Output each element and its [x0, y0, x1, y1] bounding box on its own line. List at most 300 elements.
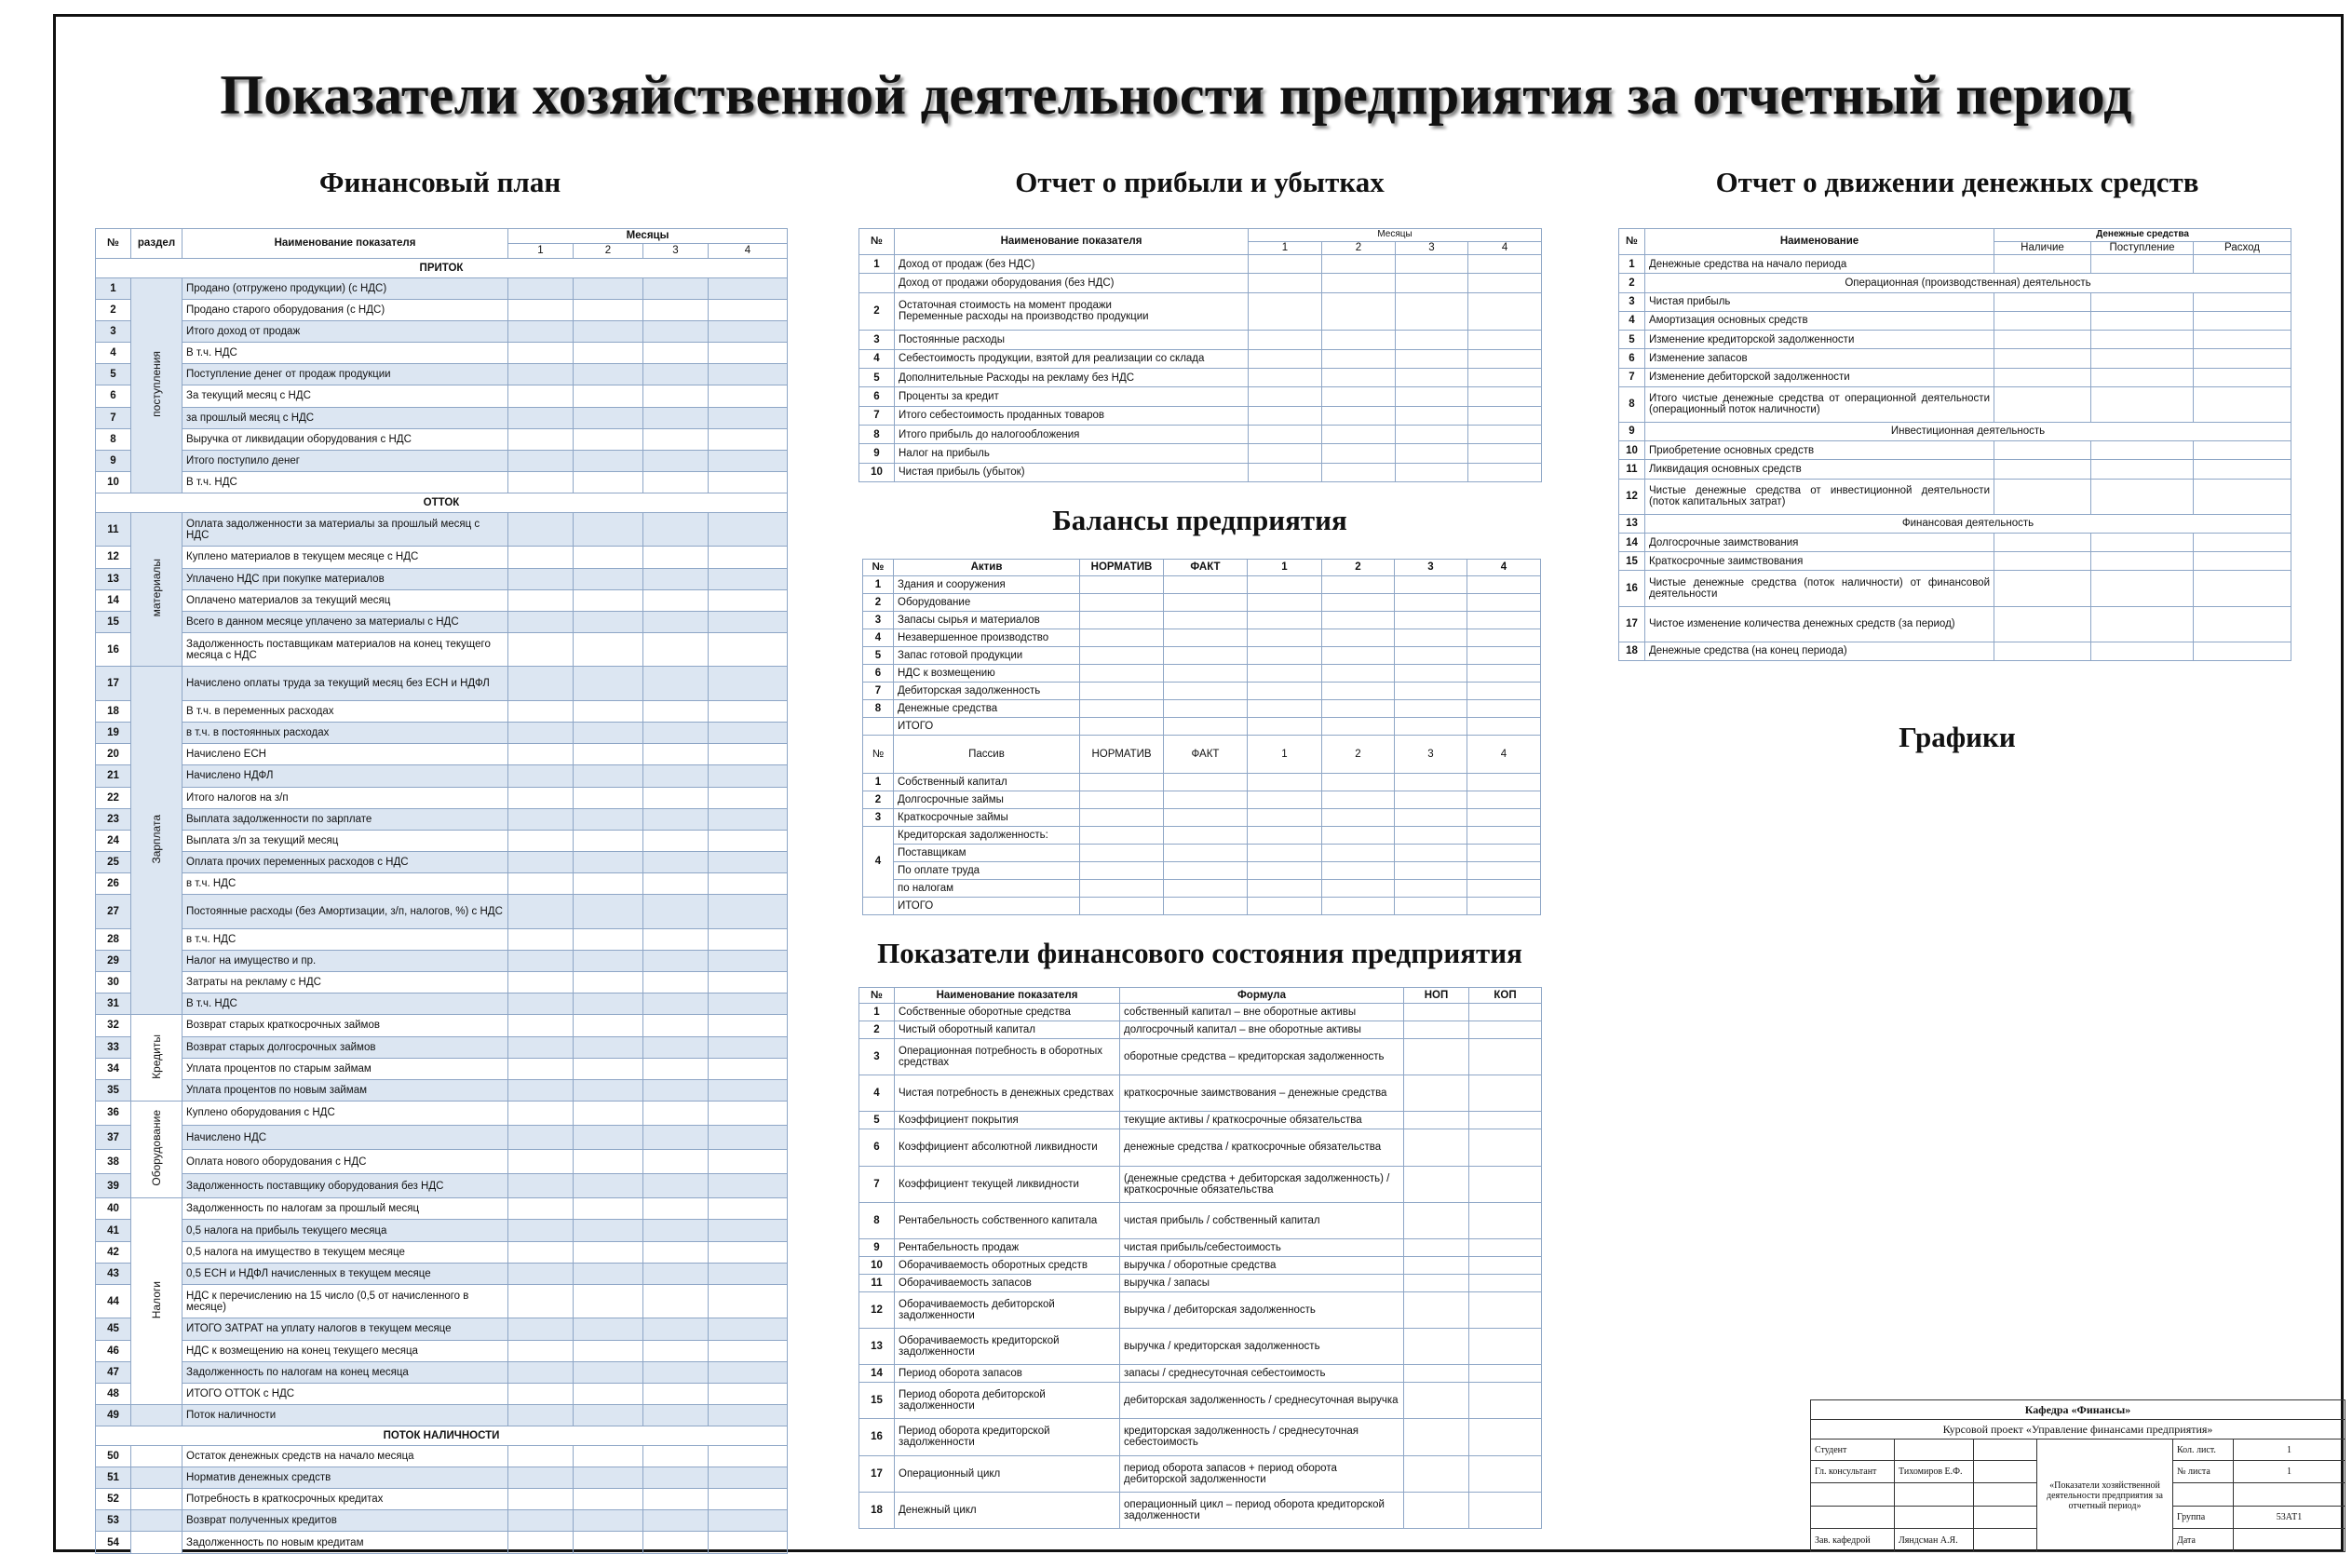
value-cell — [508, 385, 574, 407]
row-number: 25 — [96, 852, 131, 873]
value-cell — [709, 1241, 788, 1263]
row-label: Потребность в краткосрочных кредитах — [182, 1489, 508, 1510]
value-cell — [508, 632, 574, 667]
row-label: Запас готовой продукции — [894, 647, 1080, 665]
row-label: Итого чистые денежные средства от операционной деятельности (операционный поток наличности) — [1645, 386, 1994, 422]
pnl-row — [859, 406, 1542, 425]
value-cell — [1080, 791, 1164, 808]
row-label: Изменение запасов — [1645, 349, 1994, 368]
value-cell — [574, 895, 643, 929]
row-label: В т.ч. в переменных расходах — [182, 701, 508, 723]
value-cell — [1080, 861, 1164, 879]
row-label: Всего в данном месяце уплачено за материалы с НДС — [182, 611, 508, 632]
value-cell — [574, 928, 643, 950]
row-number: 42 — [96, 1241, 131, 1263]
row-label: Уплачено НДС при покупке материалов — [182, 568, 508, 589]
value-cell — [709, 701, 788, 723]
value-cell — [1080, 647, 1164, 665]
balance-liability-row — [863, 844, 1541, 861]
value-cell — [1994, 331, 2091, 349]
value-cell — [1395, 629, 1467, 647]
value-cell — [574, 364, 643, 385]
row-number: 12 — [96, 547, 131, 568]
value-cell — [1322, 647, 1395, 665]
value-cell — [1469, 1129, 1542, 1166]
value-cell — [508, 428, 574, 450]
table-row — [96, 277, 788, 299]
cf-col-name: Наименование — [1645, 229, 1994, 255]
value-cell — [709, 407, 788, 428]
row-number: 8 — [859, 425, 895, 443]
value-cell — [2091, 606, 2194, 642]
row-label: ИТОГО ОТТОК с НДС — [182, 1383, 508, 1404]
table-row — [96, 928, 788, 950]
value-cell — [1164, 879, 1248, 897]
value-cell — [2091, 479, 2194, 514]
indicator-row — [859, 1329, 1542, 1365]
value-cell — [643, 364, 709, 385]
value-cell — [1467, 665, 1541, 683]
value-cell — [643, 1058, 709, 1079]
value-cell — [643, 471, 709, 493]
value-cell — [1467, 611, 1541, 629]
value-cell — [1322, 331, 1396, 349]
value-cell — [1404, 1256, 1469, 1274]
row-label: Чистая прибыль (убыток) — [895, 463, 1249, 481]
value-cell — [574, 1445, 643, 1467]
row-number: 2 — [859, 1021, 895, 1039]
row-number: 10 — [96, 471, 131, 493]
value-cell — [709, 343, 788, 364]
cashflow-row — [1619, 460, 2291, 479]
value-cell — [2091, 368, 2194, 386]
table-row — [96, 787, 788, 808]
indicator-name: Оборачиваемость кредиторской задолженности — [895, 1329, 1120, 1365]
value-cell — [1248, 808, 1322, 826]
bal-col-3: 3 — [1395, 736, 1467, 773]
value-cell — [508, 1532, 574, 1554]
value-cell — [643, 611, 709, 632]
bal-col-3: 3 — [1395, 560, 1467, 576]
value-cell — [574, 852, 643, 873]
value-cell — [1467, 647, 1541, 665]
value-cell — [643, 744, 709, 765]
row-number: 4 — [859, 349, 895, 368]
value-cell — [709, 744, 788, 765]
row-label: Норматив денежных средств — [182, 1467, 508, 1488]
pnl-col-months: Месяцы — [1249, 229, 1542, 242]
value-cell — [1469, 1492, 1542, 1528]
value-cell — [1396, 292, 1468, 331]
row-label: Приобретение основных средств — [1645, 441, 1994, 460]
value-cell — [1468, 331, 1542, 349]
group-receipts-label: поступления — [149, 350, 163, 417]
value-cell — [574, 1079, 643, 1101]
row-number: 34 — [96, 1058, 131, 1079]
value-cell — [643, 1036, 709, 1058]
value-cell — [709, 1150, 788, 1174]
group-credits-label: Кредиты — [149, 1034, 163, 1079]
balance-table — [862, 559, 1541, 915]
row-number: 3 — [863, 808, 894, 826]
value-cell — [1248, 683, 1322, 700]
value-cell — [1396, 463, 1468, 481]
value-cell — [643, 428, 709, 450]
row-number: 38 — [96, 1150, 131, 1174]
balance-liability-row — [863, 879, 1541, 897]
table-row — [96, 701, 788, 723]
value-cell — [1469, 1365, 1542, 1383]
value-cell — [1994, 255, 2091, 274]
value-cell — [1994, 642, 2091, 660]
row-number: 50 — [96, 1445, 131, 1467]
value-cell — [1395, 844, 1467, 861]
row-number: 17 — [1619, 606, 1645, 642]
row-number: 5 — [859, 368, 895, 386]
value-cell — [1404, 1455, 1469, 1492]
value-cell — [574, 744, 643, 765]
balance-liability-row — [863, 773, 1541, 791]
value-cell — [709, 1036, 788, 1058]
cashflow-section-label: Инвестиционная деятельность — [1645, 422, 2291, 440]
value-cell — [574, 407, 643, 428]
row-number: 7 — [859, 1166, 895, 1202]
value-cell — [2091, 460, 2194, 479]
table-row — [96, 1058, 788, 1079]
row-number: 32 — [96, 1015, 131, 1036]
row-label: Возврат старых долгосрочных займов — [182, 1036, 508, 1058]
balance-liability-row — [863, 791, 1541, 808]
value-cell — [1322, 387, 1396, 406]
value-cell — [709, 1126, 788, 1150]
inflow-header — [96, 259, 788, 278]
value-cell — [1164, 611, 1248, 629]
indicator-name: Период оборота кредиторской задолженности — [895, 1419, 1120, 1455]
cashflow-row — [1619, 441, 2291, 460]
value-cell — [643, 994, 709, 1015]
value-cell — [643, 1198, 709, 1220]
row-label: Остаток денежных средств на начало месяца — [182, 1445, 508, 1467]
value-cell — [574, 343, 643, 364]
value-cell — [643, 547, 709, 568]
row-number: 52 — [96, 1489, 131, 1510]
value-cell — [508, 1241, 574, 1263]
row-number: 40 — [96, 1198, 131, 1220]
value-cell — [1322, 292, 1396, 331]
charts-title: Графики — [1899, 721, 2016, 753]
value-cell — [1468, 349, 1542, 368]
indicator-formula: чистая прибыль / собственный капитал — [1120, 1202, 1404, 1238]
pnl-col-m1: 1 — [1249, 242, 1322, 255]
value-cell — [574, 450, 643, 471]
row-label: Задолженность поставщикам материалов на конец текущего месяца с НДС — [182, 632, 508, 667]
value-cell — [574, 1150, 643, 1174]
row-label: НДС к перечислению на 15 число (0,5 от начисленного в месяце) — [182, 1284, 508, 1318]
indicators-title: Показатели финансового состояния предприятия — [877, 937, 1522, 969]
value-cell — [709, 1015, 788, 1036]
indicator-name: Операционный цикл — [895, 1455, 1120, 1492]
value-cell — [643, 1263, 709, 1284]
value-cell — [1469, 1419, 1542, 1455]
value-cell — [508, 723, 574, 744]
value-cell — [1469, 1329, 1542, 1365]
value-cell — [508, 1101, 574, 1125]
table-row — [96, 1532, 788, 1554]
value-cell — [1249, 292, 1322, 331]
col-num: № — [96, 229, 131, 259]
value-cell — [709, 1467, 788, 1488]
value-cell — [1395, 826, 1467, 844]
bal-col-1: 1 — [1248, 736, 1322, 773]
cf-col-income: Поступление — [2091, 242, 2194, 255]
value-cell — [508, 1340, 574, 1361]
value-cell — [1322, 665, 1395, 683]
table-row — [96, 1383, 788, 1404]
value-cell — [574, 808, 643, 830]
financial-plan-title: Финансовый план — [318, 166, 561, 198]
row-label: По оплате труда — [894, 861, 1080, 879]
stamp-sheet-num: 1 — [2234, 1460, 2345, 1483]
value-cell — [709, 1101, 788, 1125]
balance-asset-row — [863, 629, 1541, 647]
row-label: Задолженность по налогам на конец месяца — [182, 1361, 508, 1383]
row-label: Затраты на рекламу с НДС — [182, 972, 508, 994]
value-cell — [1994, 571, 2091, 606]
value-cell — [1248, 593, 1322, 611]
value-cell — [1404, 1129, 1469, 1166]
row-number: 22 — [96, 787, 131, 808]
value-cell — [1395, 611, 1467, 629]
value-cell — [709, 950, 788, 971]
value-cell — [574, 589, 643, 611]
value-cell — [1322, 791, 1395, 808]
indicator-name: Коэффициент текущей ликвидности — [895, 1166, 1120, 1202]
value-cell — [508, 1445, 574, 1467]
value-cell — [1164, 826, 1248, 844]
value-cell — [643, 1284, 709, 1318]
balance-asset-row — [863, 683, 1541, 700]
row-number: 6 — [859, 1129, 895, 1166]
value-cell — [508, 1220, 574, 1241]
value-cell — [643, 343, 709, 364]
row-label: Начислено НДС — [182, 1126, 508, 1150]
table-row — [96, 1361, 788, 1383]
value-cell — [1994, 292, 2091, 311]
value-cell — [574, 471, 643, 493]
balance-asset-row — [863, 575, 1541, 593]
table-row — [96, 1150, 788, 1174]
balance-title: Балансы предприятия — [1052, 504, 1347, 536]
value-cell — [1994, 349, 2091, 368]
balance-asset-row — [863, 611, 1541, 629]
value-cell — [1467, 897, 1541, 914]
value-cell — [508, 512, 574, 547]
value-cell — [1164, 773, 1248, 791]
value-cell — [1404, 1075, 1469, 1112]
value-cell — [508, 1361, 574, 1383]
table-row — [96, 1015, 788, 1036]
value-cell — [508, 611, 574, 632]
value-cell — [643, 1174, 709, 1198]
indicator-formula: кредиторская задолженность / среднесуточная себестоимость — [1120, 1419, 1404, 1455]
value-cell — [1467, 629, 1541, 647]
row-label: Начислено НДФЛ — [182, 765, 508, 787]
row-number: 7 — [859, 406, 895, 425]
value-cell — [1994, 552, 2091, 571]
row-number: 41 — [96, 1220, 131, 1241]
value-cell — [574, 765, 643, 787]
ind-col-name: Наименование показателя — [895, 988, 1120, 1004]
value-cell — [1404, 1238, 1469, 1256]
row-label: Итого себестоимость проданных товаров — [895, 406, 1249, 425]
value-cell — [508, 1405, 574, 1426]
value-cell — [2194, 571, 2291, 606]
bal-col-norm: НОРМАТИВ — [1080, 736, 1164, 773]
balance-asset-row — [863, 700, 1541, 718]
value-cell — [508, 765, 574, 787]
value-cell — [574, 1174, 643, 1198]
row-number: 45 — [96, 1318, 131, 1340]
row-number: 13 — [859, 1329, 895, 1365]
value-cell — [643, 1361, 709, 1383]
value-cell — [574, 428, 643, 450]
table-row — [96, 364, 788, 385]
cashflow-row — [1619, 274, 2291, 292]
row-label-part: Переменные расходы на производство продукции — [899, 311, 1149, 323]
row-label: ИТОГО — [894, 897, 1080, 914]
value-cell — [643, 852, 709, 873]
value-cell — [508, 1198, 574, 1220]
row-label: Себестоимость продукции, взятой для реализации со склада — [895, 349, 1249, 368]
pnl-col-name: Наименование показателя — [895, 229, 1249, 255]
table-row — [96, 299, 788, 320]
table-row — [96, 895, 788, 929]
value-cell — [643, 667, 709, 701]
row-label: Поток наличности — [182, 1405, 508, 1426]
value-cell — [1469, 1274, 1542, 1291]
row-number: 7 — [863, 683, 894, 700]
value-cell — [574, 277, 643, 299]
row-number: 5 — [859, 1112, 895, 1129]
pnl-row — [859, 349, 1542, 368]
cashflow-row — [1619, 571, 2291, 606]
value-cell — [574, 1318, 643, 1340]
value-cell — [643, 787, 709, 808]
cashflow-row — [1619, 331, 2291, 349]
bal-col-4: 4 — [1467, 560, 1541, 576]
value-cell — [1404, 1383, 1469, 1419]
stamp-group-label: Группа — [2173, 1506, 2234, 1529]
indicator-name: Рентабельность собственного капитала — [895, 1202, 1120, 1238]
value-cell — [1322, 629, 1395, 647]
row-number: 10 — [1619, 441, 1645, 460]
value-cell — [709, 512, 788, 547]
row-number: 8 — [859, 1202, 895, 1238]
value-cell — [508, 320, 574, 342]
stamp-sheets-count: 1 — [2234, 1440, 2345, 1460]
bal-col-1: 1 — [1248, 560, 1322, 576]
value-cell — [1322, 700, 1395, 718]
value-cell — [574, 1263, 643, 1284]
table-row — [96, 568, 788, 589]
value-cell — [1469, 1202, 1542, 1238]
row-label: Амортизация основных средств — [1645, 311, 1994, 330]
row-label: ИТОГО — [894, 718, 1080, 736]
table-row — [96, 765, 788, 787]
row-label: Итого налогов на з/п — [182, 787, 508, 808]
value-cell — [1469, 1039, 1542, 1075]
row-label: Доход от продажи оборудования (без НДС) — [895, 274, 1249, 292]
value-cell — [574, 1036, 643, 1058]
row-label: Продано старого оборудования (с НДС) — [182, 299, 508, 320]
value-cell — [574, 972, 643, 994]
value-cell — [508, 1284, 574, 1318]
row-label: НДС к возмещению на конец текущего месяца — [182, 1340, 508, 1361]
value-cell — [709, 667, 788, 701]
col-name: Наименование показателя — [182, 229, 508, 259]
row-number: 2 — [96, 299, 131, 320]
row-number: 18 — [1619, 642, 1645, 660]
indicator-formula: выручка / оборотные средства — [1120, 1256, 1404, 1274]
value-cell — [1404, 1492, 1469, 1528]
value-cell — [1080, 683, 1164, 700]
stamp-head-label: Зав. кафедрой — [1811, 1529, 1895, 1552]
row-label — [895, 292, 1249, 331]
row-number — [863, 718, 894, 736]
row-number: 36 — [96, 1101, 131, 1125]
value-cell — [1404, 1365, 1469, 1383]
balance-liability-row — [863, 861, 1541, 879]
row-label: 0,5 налога на прибыль текущего месяца — [182, 1220, 508, 1241]
stamp-topic: «Показатели хозяйственной деятельности предприятия за отчетный период» — [2037, 1440, 2173, 1552]
indicator-formula: текущие активы / краткосрочные обязательства — [1120, 1112, 1404, 1129]
row-number: 48 — [96, 1383, 131, 1404]
value-cell — [709, 568, 788, 589]
indicator-name: Оборачиваемость оборотных средств — [895, 1256, 1120, 1274]
pnl-col-m4: 4 — [1468, 242, 1542, 255]
value-cell — [643, 320, 709, 342]
row-number: 7 — [1619, 368, 1645, 386]
row-number: 4 — [96, 343, 131, 364]
value-cell — [709, 1445, 788, 1467]
table-row — [96, 1318, 788, 1340]
value-cell — [1322, 861, 1395, 879]
value-cell — [643, 950, 709, 971]
value-cell — [709, 1340, 788, 1361]
row-number: 2 — [859, 292, 895, 331]
value-cell — [1468, 274, 1542, 292]
value-cell — [1468, 444, 1542, 463]
table-row — [96, 744, 788, 765]
value-cell — [508, 1383, 574, 1404]
row-number: 16 — [1619, 571, 1645, 606]
value-cell — [1469, 1256, 1542, 1274]
row-number: 13 — [1619, 514, 1645, 533]
row-label: Поставщикам — [894, 844, 1080, 861]
row-number: 27 — [96, 895, 131, 929]
group-materials-label: материалы — [149, 559, 163, 617]
value-cell — [574, 1361, 643, 1383]
cashflow-row — [1619, 552, 2291, 571]
row-number: 3 — [859, 331, 895, 349]
value-cell — [508, 568, 574, 589]
value-cell — [1404, 1329, 1469, 1365]
indicator-name: Оборачиваемость дебиторской задолженности — [895, 1291, 1120, 1328]
value-cell — [508, 744, 574, 765]
value-cell — [1248, 897, 1322, 914]
row-number: 6 — [859, 387, 895, 406]
value-cell — [1469, 1021, 1542, 1039]
